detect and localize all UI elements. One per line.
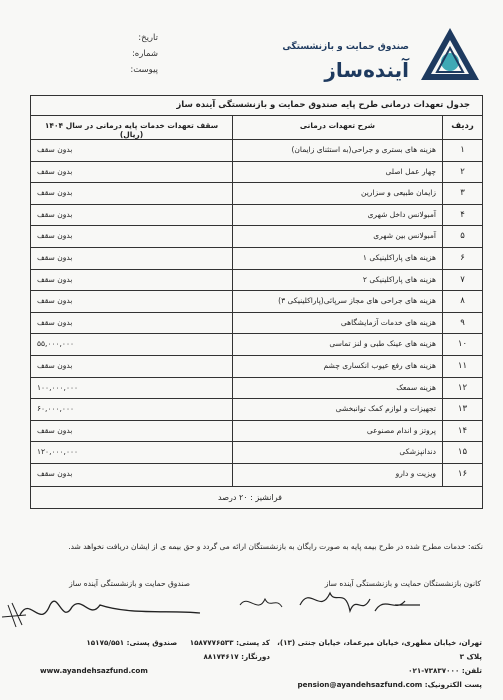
row-description: آمبولانس داخل شهری bbox=[232, 205, 442, 226]
retirees-association-label: کانون بازنشستگان حمایت و بازنشستگی آینده ساز bbox=[324, 579, 481, 588]
row-cap: بدون سقف bbox=[37, 317, 73, 327]
row-cap: بدون سقف bbox=[37, 360, 73, 370]
row-cap: بدون سقف bbox=[37, 296, 73, 306]
letter-meta bbox=[88, 30, 158, 78]
header-index: ردیف bbox=[442, 116, 482, 139]
row-cap: بدون سقف bbox=[37, 166, 73, 176]
row-description: چهار عمل اصلی bbox=[232, 162, 442, 183]
table-row bbox=[31, 270, 482, 292]
logo-subtitle: صندوق حمایت و بازنشستگی bbox=[282, 42, 409, 52]
row-index: ۱۶ bbox=[442, 464, 482, 486]
row-cap: بدون سقف bbox=[37, 231, 73, 241]
row-index: ۱۲ bbox=[442, 378, 482, 399]
table-row bbox=[31, 291, 482, 313]
table-row bbox=[31, 248, 482, 270]
row-description: ویزیت و دارو bbox=[232, 464, 442, 486]
table-row bbox=[31, 421, 482, 443]
logo-mark-icon bbox=[419, 26, 481, 84]
row-cap: بدون سقف bbox=[37, 252, 73, 262]
row-cap: ۱۰۰,۰۰۰,۰۰۰ bbox=[37, 382, 79, 392]
row-index: ۹ bbox=[442, 313, 482, 334]
handwritten-signatures bbox=[0, 575, 503, 645]
date-label: تاریخ: bbox=[138, 33, 158, 43]
table-row bbox=[31, 399, 482, 421]
row-index: ۱۵ bbox=[442, 442, 482, 463]
footer-postal-code: کد پستی: ۱۵۸۷۷۷۶۵۳۳ bbox=[189, 638, 270, 647]
row-cap: بدون سقف bbox=[37, 145, 73, 154]
table-row bbox=[31, 464, 482, 486]
row-cap: ۵۵,۰۰۰,۰۰۰ bbox=[37, 339, 74, 349]
row-index: ۱۱ bbox=[442, 356, 482, 377]
row-description: هزینه های بستری و جراحی(به استثنای زایمان) bbox=[232, 140, 442, 161]
row-cap: ۱۲۰,۰۰۰,۰۰۰ bbox=[37, 447, 79, 457]
row-index: ۶ bbox=[442, 248, 482, 269]
row-description: هزینه های عینک طبی و لنز تماسی bbox=[232, 334, 442, 355]
footer-phone: تلفن: ۷۳۸۳۷۰۰۰-۰۲۱ bbox=[408, 666, 482, 675]
footer-postal-line bbox=[40, 636, 270, 650]
attachment-label: پیوست: bbox=[130, 65, 158, 75]
number-label: شماره: bbox=[131, 49, 158, 59]
table-row bbox=[31, 140, 482, 162]
row-cap: بدون سقف bbox=[37, 274, 73, 284]
row-cap: بدون سقف bbox=[37, 468, 73, 478]
table-row bbox=[31, 162, 482, 184]
row-index: ۱۰ bbox=[442, 334, 482, 355]
table-row bbox=[31, 442, 482, 464]
table-row bbox=[31, 313, 482, 335]
row-cap: ۶۰,۰۰۰,۰۰۰ bbox=[37, 404, 74, 414]
row-description: تجهیزات و لوازم کمک توانبخشی bbox=[232, 399, 442, 420]
footer-contact-left bbox=[40, 636, 270, 678]
row-index: ۱۴ bbox=[442, 421, 482, 442]
row-cap: بدون سقف bbox=[37, 425, 73, 435]
header-cap: سقف تعهدات خدمات پایه درمانی در سال ۱۴۰۴ (ریال) bbox=[44, 121, 219, 139]
row-description: آمبولانس بین شهری bbox=[232, 226, 442, 247]
logo-title: آینده‌ساز bbox=[324, 58, 409, 82]
note-text: نکته: خدمات مطرح شده در طرح بیمه پایه به صورت رایگان به بازنشستگان ارائه می گردد و حق بیمه ی از ایشان دریافت نخواهد شد. bbox=[68, 542, 483, 551]
row-description: هزینه سمعک bbox=[232, 378, 442, 399]
row-index: ۱۳ bbox=[442, 399, 482, 420]
header-description: شرح تعهدات درمانی bbox=[232, 116, 442, 139]
footer-address: تهران، خیابان مطهری، خیابان میرعماد، خیابان جنتی (۱۳)، پلاک ۳ bbox=[277, 638, 482, 661]
row-description: هزینه های پاراکلینیکی ۲ bbox=[232, 270, 442, 291]
footer-website[interactable]: www.ayandehsazfund.com bbox=[40, 666, 148, 675]
row-index: ۲ bbox=[442, 162, 482, 183]
fund-label: صندوق حمایت و بازنشستگی آینده ساز bbox=[69, 579, 190, 588]
franchise-row: فرانشیز : ۲۰ درصد bbox=[31, 486, 482, 508]
row-description: پروتز و اندام مصنوعی bbox=[232, 421, 442, 442]
footer-email[interactable]: pension@ayandehsazfund.com bbox=[297, 680, 423, 689]
row-description: هزینه های رفع عیوب انکساری چشم bbox=[232, 356, 442, 377]
table-row bbox=[31, 226, 482, 248]
coverage-table bbox=[30, 95, 483, 509]
row-index: ۷ bbox=[442, 270, 482, 291]
row-description: زایمان طبیعی و سزارین bbox=[232, 183, 442, 204]
row-cap: بدون سقف bbox=[37, 188, 73, 198]
footer-email-line bbox=[260, 678, 482, 692]
brand-logo bbox=[267, 18, 487, 88]
row-description: هزینه های پاراکلینیکی ۱ bbox=[232, 248, 442, 269]
footer-po-box: صندوق پستی: ۱۵۱۷۵/۵۵۱ bbox=[86, 638, 178, 647]
row-index: ۸ bbox=[442, 291, 482, 312]
footer-email-label: پست الکترونیک: bbox=[424, 680, 482, 689]
table-row bbox=[31, 378, 482, 400]
row-description: هزینه های جراحی های مجاز سرپائی(پاراکلینیکی ۳) bbox=[232, 291, 442, 312]
footer-contact-right bbox=[260, 636, 482, 692]
row-index: ۴ bbox=[442, 205, 482, 226]
table-row bbox=[31, 334, 482, 356]
row-cap: بدون سقف bbox=[37, 209, 73, 219]
table-row bbox=[31, 205, 482, 227]
table-header-row bbox=[31, 116, 482, 140]
table-title: جدول تعهدات درمانی طرح پایه صندوق حمایت و بازنشستگی آینده ساز bbox=[31, 96, 482, 116]
row-index: ۳ bbox=[442, 183, 482, 204]
row-index: ۵ bbox=[442, 226, 482, 247]
footer-fax: دورنگار: ۸۸۱۷۴۶۱۷ bbox=[203, 652, 270, 661]
row-description: هزینه های خدمات آزمایشگاهی bbox=[232, 313, 442, 334]
table-row bbox=[31, 183, 482, 205]
row-index: ۱ bbox=[442, 140, 482, 161]
row-description: دندانپزشکی bbox=[232, 442, 442, 463]
table-row bbox=[31, 356, 482, 378]
